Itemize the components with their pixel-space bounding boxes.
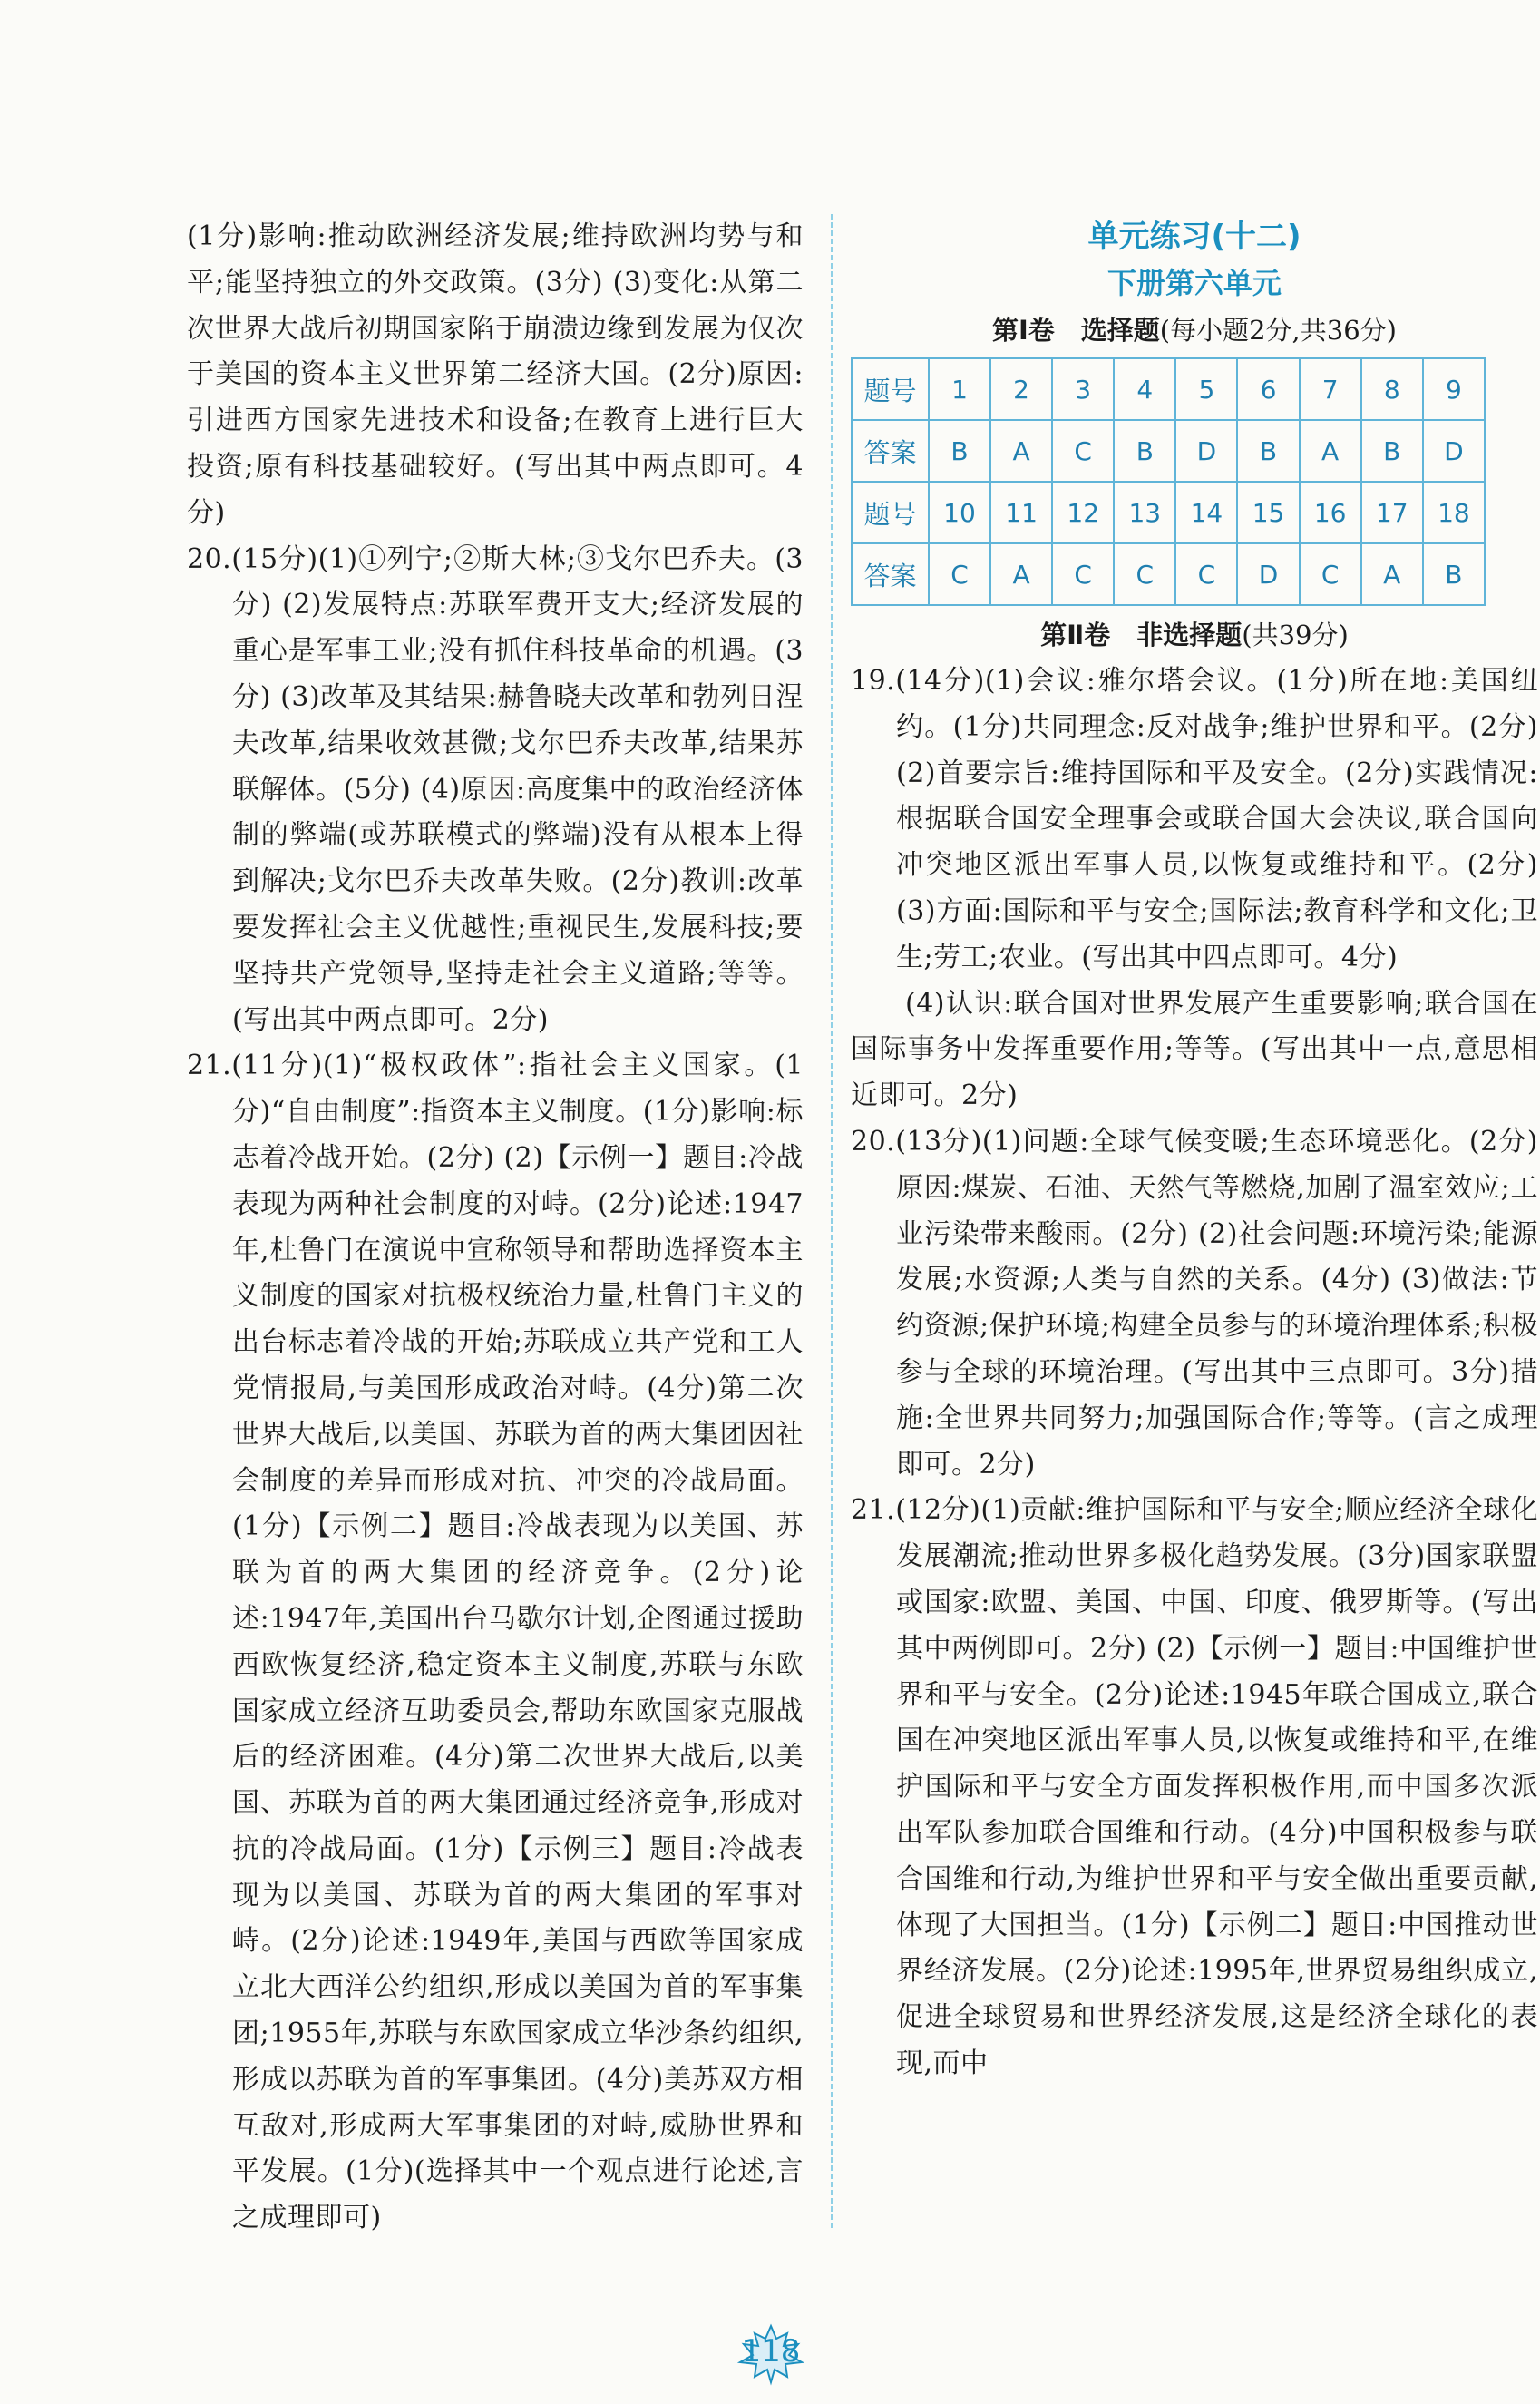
answer-paragraph-r19-b: (4)认识:联合国对世界发展产生重要影响;联合国在国际事务中发挥重要作用;等等。(写出其中一点,意思相近即可。2分) bbox=[851, 987, 1538, 1112]
section-1-label: 第Ⅰ卷 选择题 bbox=[992, 315, 1160, 346]
left-column bbox=[187, 214, 804, 2242]
table-cell: C bbox=[1114, 543, 1175, 605]
table-cell: 11 bbox=[990, 482, 1052, 543]
table-row-header: 答案 bbox=[852, 543, 929, 605]
table-cell: 12 bbox=[1052, 482, 1114, 543]
table-cell: 5 bbox=[1175, 358, 1237, 420]
table-cell: C bbox=[1300, 543, 1361, 605]
section-1-note: (每小题2分,共36分) bbox=[1159, 315, 1397, 346]
table-cell: D bbox=[1237, 543, 1299, 605]
table-cell: 8 bbox=[1361, 358, 1423, 420]
table-row bbox=[852, 482, 1485, 543]
section-2-heading bbox=[851, 611, 1538, 659]
unit-subtitle: 下册第六单元 bbox=[1106, 266, 1282, 300]
section-1-heading bbox=[851, 307, 1538, 354]
table-cell: 17 bbox=[1361, 482, 1423, 543]
table-cell: 1 bbox=[929, 358, 990, 420]
table-row bbox=[852, 543, 1485, 605]
answer-paragraph-r21: 21.(12分)(1)贡献:维护国际和平与安全;顺应经济全球化发展潮流;推动世界多极化趋势发展。(3分)国家联盟或国家:欧盟、美国、中国、印度、俄罗斯等。(写出其中两例即可。2分) (2)【示例一】题目:中国维护世界和平与安全。(2分)论述:1945年联合国成立,联合国在冲突地区派出军事人员,以恢复或维持和平,在维护国际和平与安全方面发挥积极作用,而中国多次派出军队参加联合国维和行动。(4分)中国积极参与联合国维和行动,为维护世界和平与安全做出重要贡献,体现了大国担当。(1分)【示例二】题目:中国推动世界经济发展。(2分)论述:1995年,世界贸易组织成立,促进全球贸易和世界经济发展,这是经济全球化的表现,而中 bbox=[851, 1494, 1538, 2079]
table-cell: C bbox=[1175, 543, 1237, 605]
table-cell: A bbox=[990, 420, 1052, 482]
right-column bbox=[851, 214, 1538, 2087]
table-cell: D bbox=[1423, 420, 1485, 482]
answer-paragraph-r19: 19.(14分)(1)会议:雅尔塔会议。(1分)所在地:美国纽约。(1分)共同理念:反对战争;维护世界和平。(2分) (2)首要宗旨:维持国际和平及安全。(2分)实践情况:根据联合国安全理事会或联合国大会决议,联合国向冲突地区派出军事人员,以恢复或维持和平。(2分) (3)方面:国际和平与安全;国际法;教育科学和文化;卫生;劳工;农业。(写出其中四点即可。4分) bbox=[851, 665, 1538, 973]
table-cell: A bbox=[1300, 420, 1361, 482]
answer-paragraph-r20: 20.(13分)(1)问题:全球气候变暖;生态环境恶化。(2分)原因:煤炭、石油、天然气等燃烧,加剧了温室效应;工业污染带来酸雨。(2分) (2)社会问题:环境污染;能源发展;水资源;人类与自然的关系。(4分) (3)做法:节约资源;保护环境;构建全员参与的环境治理体系;积极参与全球的环境治理。(写出其中三点即可。3分)措施:全世界共同努力;加强国际合作;等等。(言之成理即可。2分) bbox=[851, 1125, 1538, 1481]
table-cell: 10 bbox=[929, 482, 990, 543]
table-cell: A bbox=[1361, 543, 1423, 605]
section-2-label: 第Ⅱ卷 非选择题 bbox=[1040, 620, 1243, 650]
table-cell: C bbox=[1052, 420, 1114, 482]
table-cell: 15 bbox=[1237, 482, 1299, 543]
table-cell: 3 bbox=[1052, 358, 1114, 420]
table-cell: 6 bbox=[1237, 358, 1299, 420]
page-number: 118 bbox=[741, 2333, 801, 2370]
unit-title: 单元练习(十二) bbox=[1087, 219, 1301, 255]
table-cell: 14 bbox=[1175, 482, 1237, 543]
section-2-note: (共39分) bbox=[1242, 620, 1349, 650]
table-row bbox=[852, 420, 1485, 482]
table-cell: 18 bbox=[1423, 482, 1485, 543]
table-cell: A bbox=[990, 543, 1052, 605]
table-row-header: 题号 bbox=[852, 482, 929, 543]
table-cell: C bbox=[929, 543, 990, 605]
table-cell: 4 bbox=[1114, 358, 1175, 420]
table-cell: B bbox=[1423, 543, 1485, 605]
table-cell: 7 bbox=[1300, 358, 1361, 420]
table-cell: 2 bbox=[990, 358, 1052, 420]
table-cell: B bbox=[929, 420, 990, 482]
answer-paragraph-19-cont: (1分)影响:推动欧洲经济发展;维持欧洲均势与和平;能坚持独立的外交政策。(3分) (3)变化:从第二次世界大战后初期国家陷于崩溃边缘到发展为仅次于美国的资本主义世界第二经济大国。(2分)原因:引进西方国家先进技术和设备;在教育上进行巨大投资;原有科技基础较好。(写出其中两点即可。4分) bbox=[187, 220, 804, 529]
table-cell: B bbox=[1361, 420, 1423, 482]
table-row-header: 题号 bbox=[852, 358, 929, 420]
answer-table bbox=[851, 357, 1486, 606]
table-cell: B bbox=[1114, 420, 1175, 482]
table-cell: D bbox=[1175, 420, 1237, 482]
table-row-header: 答案 bbox=[852, 420, 929, 482]
table-cell: 13 bbox=[1114, 482, 1175, 543]
answer-paragraph-21: 21.(11分)(1)“极权政体”:指社会主义国家。(1分)“自由制度”:指资本主义制度。(1分)影响:标志着冷战开始。(2分) (2)【示例一】题目:冷战表现为两种社会制度的对峙。(2分)论述:1947年,杜鲁门在演说中宣称领导和帮助选择资本主义制度的国家对抗极权统治力量,杜鲁门主义的出台标志着冷战的开始;苏联成立共产党和工人党情报局,与美国形成政治对峙。(4分)第二次世界大战后,以美国、苏联为首的两大集团因社会制度的差异而形成对抗、冲突的冷战局面。(1分)【示例二】题目:冷战表现为以美国、苏联为首的两大集团的经济竞争。(2分)论述:1947年,美国出台马歇尔计划,企图通过援助西欧恢复经济,稳定资本主义制度,苏联与东欧国家成立经济互助委员会,帮助东欧国家克服战后的经济困难。(4分)第二次世界大战后,以美国、苏联为首的两大集团通过经济竞争,形成对抗的冷战局面。(1分)【示例三】题目:冷战表现为以美国、苏联为首的两大集团的军事对峙。(2分)论述:1949年,美国与西欧等国家成立北大西洋公约组织,形成以美国为首的军事集团;1955年,苏联与东欧国家成立华沙条约组织,形成以苏联为首的军事集团。(4分)美苏双方相互敌对,形成两大军事集团的对峙,威胁世界和平发展。(1分)(选择其中一个观点进行论述,言之成理即可) bbox=[187, 1050, 804, 2234]
column-divider bbox=[831, 214, 833, 2228]
table-cell: B bbox=[1237, 420, 1299, 482]
answer-paragraph-20: 20.(15分)(1)①列宁;②斯大林;③戈尔巴乔夫。(3分) (2)发展特点:苏联军费开支大;经济发展的重心是军事工业;没有抓住科技革命的机遇。(3分) (3)改革及其结果:赫鲁晓夫改革和勃列日涅夫改革,结果收效甚微;戈尔巴乔夫改革,结果苏联解体。(5分) (4)原因:高度集中的政治经济体制的弊端(或苏联模式的弊端)没有从根本上得到解决;戈尔巴乔夫改革失败。(2分)教训:改革要发挥社会主义优越性;重视民生,发展科技;要坚持共产党领导,坚持走社会主义道路;等等。(写出其中两点即可。2分) bbox=[187, 542, 804, 1036]
table-cell: 16 bbox=[1300, 482, 1361, 543]
table-cell: C bbox=[1052, 543, 1114, 605]
table-cell: 9 bbox=[1423, 358, 1485, 420]
table-row bbox=[852, 358, 1485, 420]
